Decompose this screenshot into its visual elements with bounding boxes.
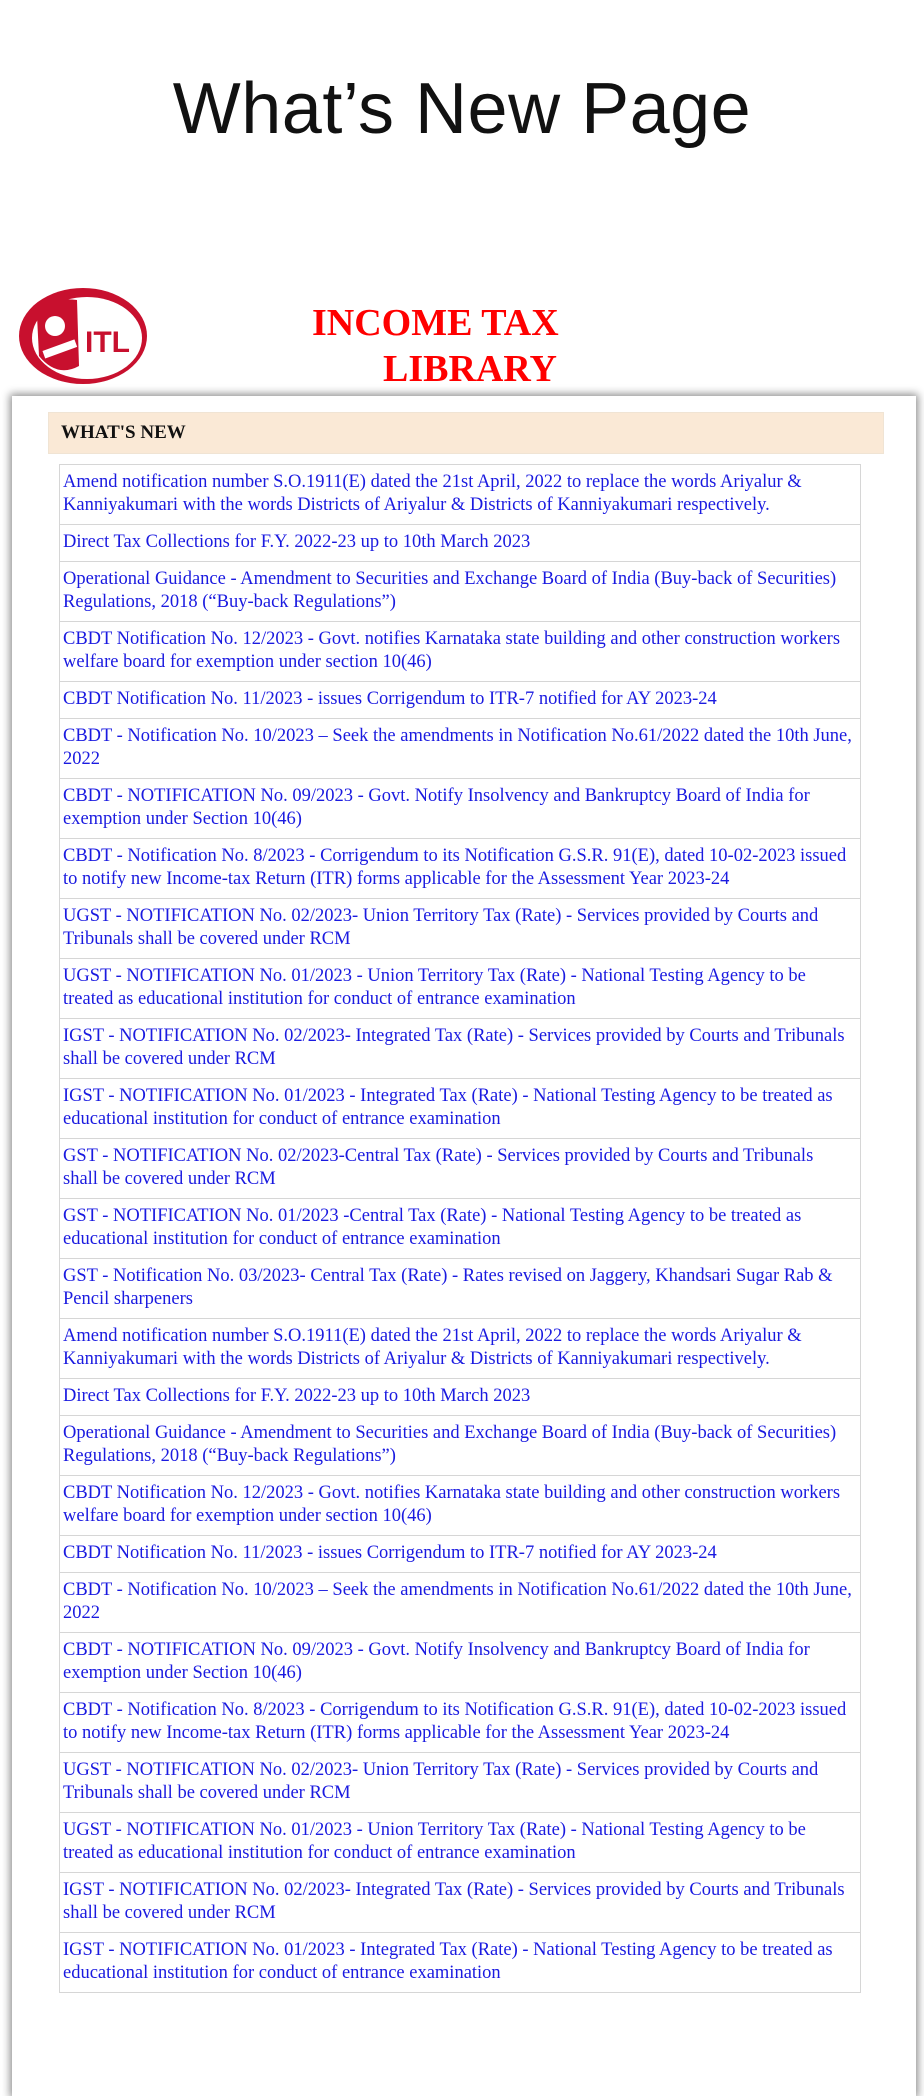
news-item-link[interactable]: Amend notification number S.O.1911(E) dated the 21st April, 2022 to replace the words Ariyalur & Kanniyakumari with the words Districts of Ariyalur & Districts of Kanniyakumari respectively.: [59, 1319, 861, 1379]
news-item-link[interactable]: IGST - NOTIFICATION No. 01/2023 - Integrated Tax (Rate) - National Testing Agency to be treated as educational institution for conduct of entrance examination: [59, 1079, 861, 1139]
news-item-link[interactable]: CBDT - NOTIFICATION No. 09/2023 - Govt. Notify Insolvency and Bankruptcy Board of India for exemption under Section 10(46): [59, 779, 861, 839]
news-item-link[interactable]: UGST - NOTIFICATION No. 01/2023 - Union Territory Tax (Rate) - National Testing Agency to be treated as educational institution for conduct of entrance examination: [59, 959, 861, 1019]
news-item-link[interactable]: UGST - NOTIFICATION No. 02/2023- Union Territory Tax (Rate) - Services provided by Courts and Tribunals shall be covered under RCM: [59, 899, 861, 959]
news-item-link[interactable]: IGST - NOTIFICATION No. 02/2023- Integrated Tax (Rate) - Services provided by Courts and Tribunals shall be covered under RCM: [59, 1873, 861, 1933]
news-item-link[interactable]: UGST - NOTIFICATION No. 02/2023- Union Territory Tax (Rate) - Services provided by Courts and Tribunals shall be covered under RCM: [59, 1753, 861, 1813]
news-item-link[interactable]: CBDT - Notification No. 8/2023 - Corrigendum to its Notification G.S.R. 91(E), dated 10-02-2023 issued to notify new Income-tax Return (ITR) forms applicable for the Assessment Year 2023-24: [59, 839, 861, 899]
news-item-link[interactable]: CBDT - Notification No. 10/2023 – Seek the amendments in Notification No.61/2022 dated the 10th June, 2022: [59, 719, 861, 779]
brand-line-1: INCOME TAX: [312, 302, 559, 344]
news-item-link[interactable]: Direct Tax Collections for F.Y. 2022-23 up to 10th March 2023: [59, 1379, 861, 1416]
news-item-link[interactable]: Amend notification number S.O.1911(E) dated the 21st April, 2022 to replace the words Ariyalur & Kanniyakumari with the words Districts of Ariyalur & Districts of Kanniyakumari respectively.: [59, 465, 861, 525]
news-item-link[interactable]: GST - NOTIFICATION No. 01/2023 -Central Tax (Rate) - National Testing Agency to be treated as educational institution for conduct of entrance examination: [59, 1199, 861, 1259]
news-item-link[interactable]: GST - Notification No. 03/2023- Central Tax (Rate) - Rates revised on Jaggery, Khandsari Sugar Rab & Pencil sharpeners: [59, 1259, 861, 1319]
news-item-link[interactable]: CBDT Notification No. 12/2023 - Govt. notifies Karnataka state building and other construction workers welfare board for exemption under section 10(46): [59, 1476, 861, 1536]
news-item-link[interactable]: GST - NOTIFICATION No. 02/2023-Central Tax (Rate) - Services provided by Courts and Tribunals shall be covered under RCM: [59, 1139, 861, 1199]
news-item-link[interactable]: CBDT Notification No. 11/2023 - issues Corrigendum to ITR-7 notified for AY 2023-24: [59, 682, 861, 719]
news-item-link[interactable]: Direct Tax Collections for F.Y. 2022-23 up to 10th March 2023: [59, 525, 861, 562]
news-list: [59, 464, 861, 1993]
news-item-link[interactable]: IGST - NOTIFICATION No. 01/2023 - Integrated Tax (Rate) - National Testing Agency to be treated as educational institution for conduct of entrance examination: [59, 1933, 861, 1993]
svg-text:ITL: ITL: [85, 326, 130, 359]
news-item-link[interactable]: UGST - NOTIFICATION No. 01/2023 - Union Territory Tax (Rate) - National Testing Agency to be treated as educational institution for conduct of entrance examination: [59, 1813, 861, 1873]
news-item-link[interactable]: Operational Guidance - Amendment to Securities and Exchange Board of India (Buy-back of Securities) Regulations, 2018 (“Buy-back Regulations”): [59, 1416, 861, 1476]
news-item-link[interactable]: CBDT - NOTIFICATION No. 09/2023 - Govt. Notify Insolvency and Bankruptcy Board of India for exemption under Section 10(46): [59, 1633, 861, 1693]
section-header: [48, 412, 884, 454]
itl-logo-icon[interactable]: [17, 286, 149, 386]
news-item-link[interactable]: Operational Guidance - Amendment to Securities and Exchange Board of India (Buy-back of Securities) Regulations, 2018 (“Buy-back Regulations”): [59, 562, 861, 622]
page-title: What’s New Page: [172, 69, 752, 149]
whats-new-panel: [12, 396, 916, 2096]
news-item-link[interactable]: CBDT - Notification No. 8/2023 - Corrigendum to its Notification G.S.R. 91(E), dated 10-02-2023 issued to notify new Income-tax Return (ITR) forms applicable for the Assessment Year 2023-24: [59, 1693, 861, 1753]
news-item-link[interactable]: CBDT Notification No. 11/2023 - issues Corrigendum to ITR-7 notified for AY 2023-24: [59, 1536, 861, 1573]
news-item-link[interactable]: IGST - NOTIFICATION No. 02/2023- Integrated Tax (Rate) - Services provided by Courts and Tribunals shall be covered under RCM: [59, 1019, 861, 1079]
brand-line-2: LIBRARY: [383, 348, 557, 390]
news-item-link[interactable]: CBDT - Notification No. 10/2023 – Seek the amendments in Notification No.61/2022 dated the 10th June, 2022: [59, 1573, 861, 1633]
brand-title: [300, 300, 560, 392]
news-item-link[interactable]: CBDT Notification No. 12/2023 - Govt. notifies Karnataka state building and other construction workers welfare board for exemption under section 10(46): [59, 622, 861, 682]
section-title: WHAT'S NEW: [61, 422, 186, 443]
